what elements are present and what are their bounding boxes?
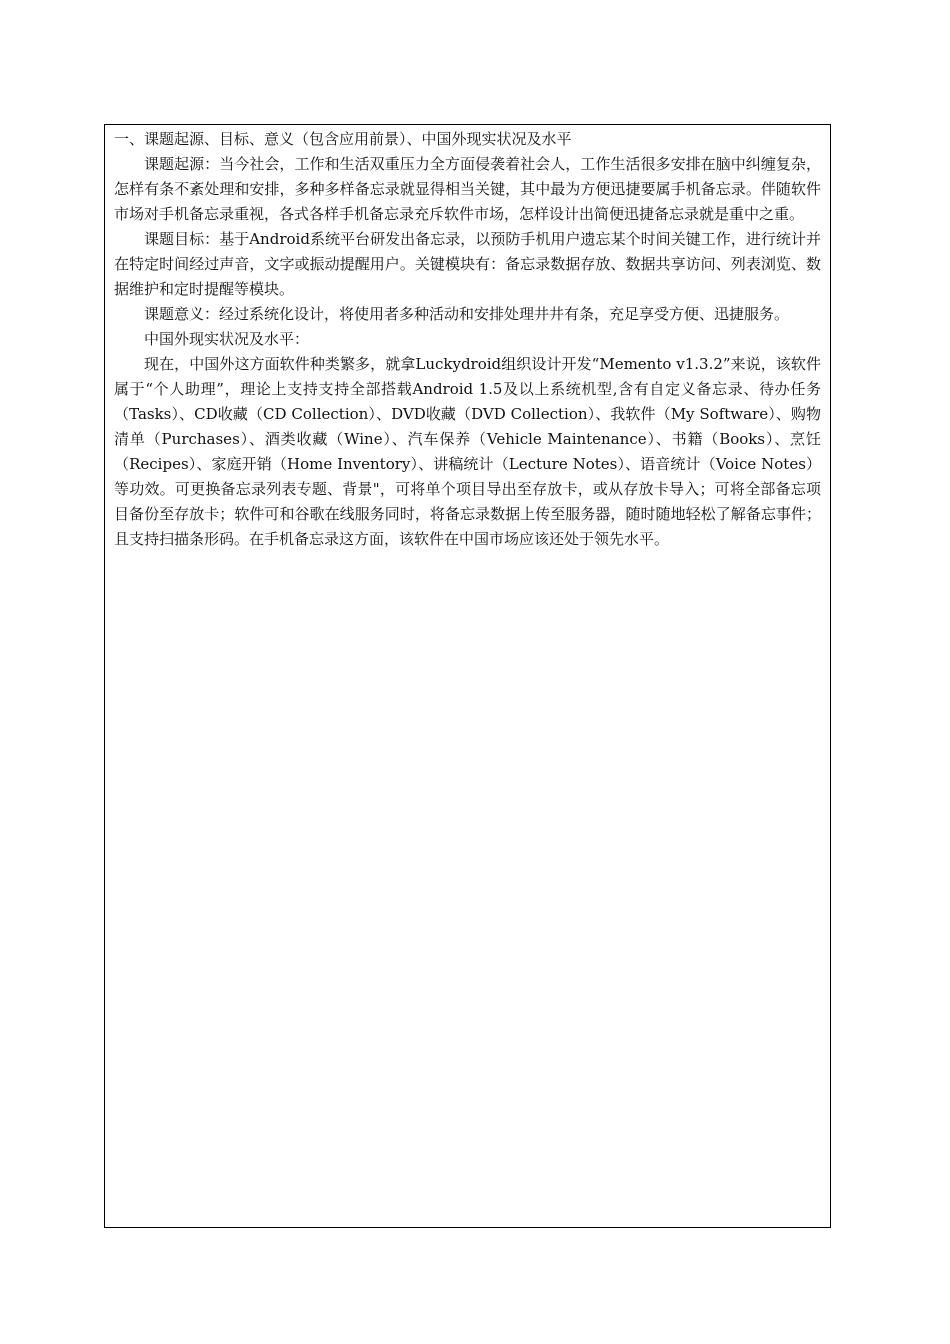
paragraph-status-heading: 中国外现实状况及水平：	[144, 330, 310, 348]
section-heading: 一、课题起源、目标、意义（包含应用前景）、中国外现实状况及水平	[114, 130, 572, 148]
document-table-cell	[104, 124, 831, 1228]
paragraph-status-detail: 现在，中国外这方面软件种类繁多，就拿Luckydroid组织设计开发“Memento v1.3.2”来说，该软件属于“个人助理”，理论上支持支持全部搭载Android 1.5及以上系统机型,含有自定义备忘录、待办任务（Tasks）、CD收藏（CD Collection）、DVD收藏（DVD Collection）、我软件（My Software）、购物清单（Purchases）、酒类收藏（Wine）、汽车保养（Vehicle Maintenance）、书籍（Books）、烹饪（Recipes）、家庭开销（Home Inventory）、讲稿统计（Lecture Notes）、语音统计（Voice Notes）等功效。可更换备忘录列表专题、背景"，可将单个项目导出至存放卡，或从存放卡导入；可将全部备忘项目备份至存放卡；软件可和谷歌在线服务同时，将备忘录数据上传至服务器，随时随地轻松了解备忘事件；且支持扫描条形码。在手机备忘录这方面，该软件在中国市场应该还处于领先水平。	[114, 355, 821, 548]
paragraph-goal: 课题目标：基于Android系统平台研发出备忘录，以预防手机用户遗忘某个时间关键工作，进行统计并在特定时间经过声音，文字或振动提醒用户。关键模块有：备忘录数据存放、数据共享访问、列表浏览、数据维护和定时提醒等模块。	[114, 230, 821, 298]
paragraph-significance: 课题意义：经过系统化设计，将使用者多种活动和安排处理井井有条，充足享受方便、迅捷服务。	[144, 305, 790, 323]
paragraph-origin: 课题起源：当今社会，工作和生活双重压力全方面侵袭着社会人，工作生活很多安排在脑中纠缠复杂，怎样有条不紊处理和安排，多种多样备忘录就显得相当关键，其中最为方便迅捷要属手机备忘录。伴随软件市场对手机备忘录重视，各式各样手机备忘录充斥软件市场，怎样设计出简便迅捷备忘录就是重中之重。	[114, 155, 821, 223]
